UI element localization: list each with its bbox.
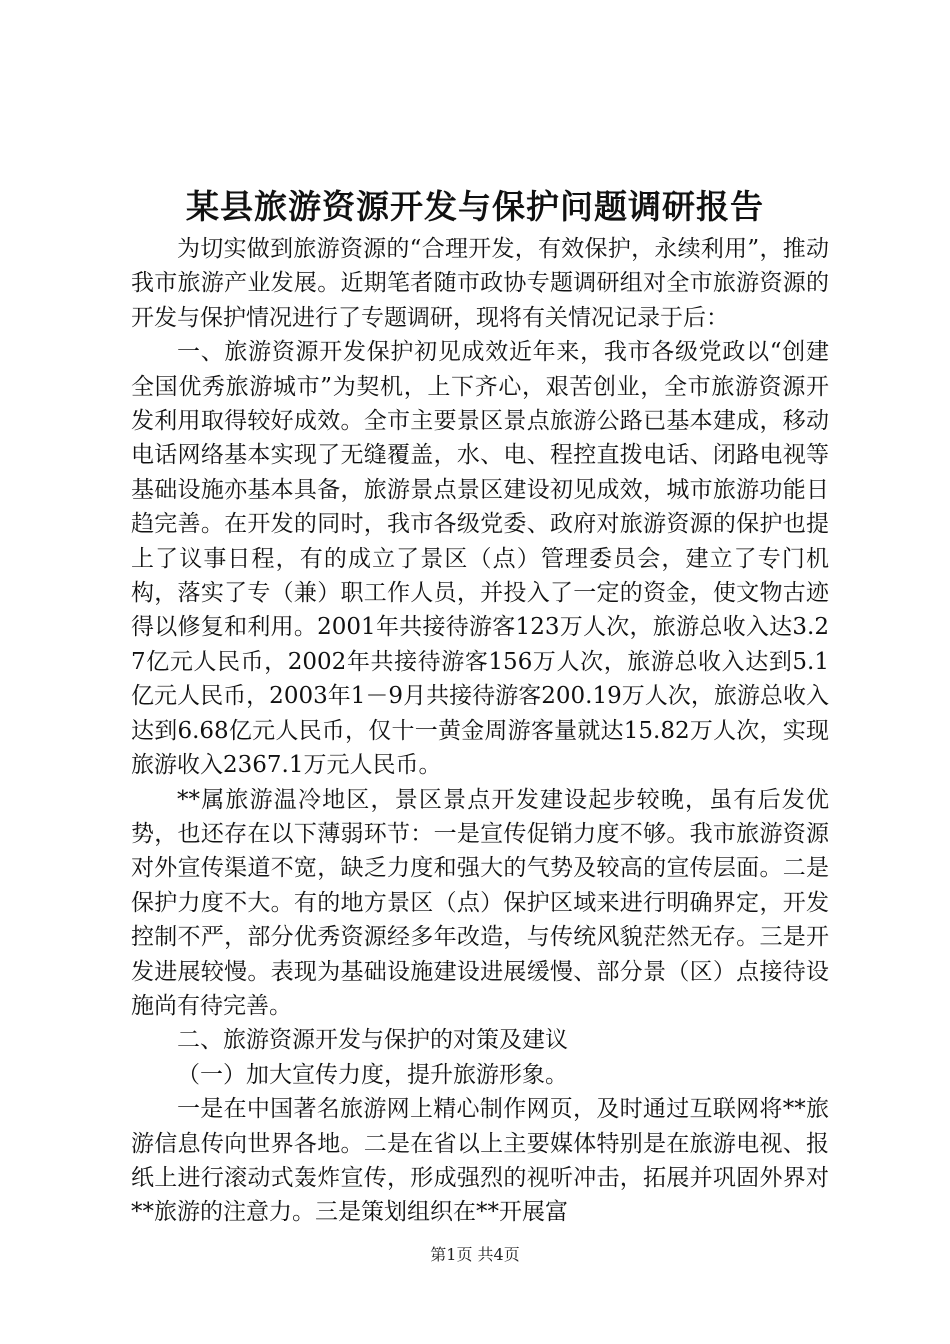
- section-heading-2: 二、旅游资源开发与保护的对策及建议: [177, 1027, 568, 1054]
- paragraph-weaknesses: **属旅游温冷地区，景区景点开发建设起步较晚，虽有后发优势，也还存在以下薄弱环节：一是宣传促销力度不够。我市旅游资源对外宣传渠道不宽，缺乏力度和强大的气势及较高的宣传层面。二是保护力度不大。有的地方景区（点）保护区域来进行明确界定，开发控制不严，部分优秀资源经多年改造，与传统风貌茫然无存。三是开发进展较慢。表现为基础设施建设进展缓慢、部分景（区）点接待设施尚有待完善。: [131, 786, 829, 1019]
- paragraph-section-1: 一、旅游资源开发保护初见成效近年来，我市各级党政以“创建全国优秀旅游城市”为契机，上下齐心，艰苦创业，全市旅游资源开发利用取得较好成效。全市主要景区景点旅游公路已基本建成，移动电话网络基本实现了无缝覆盖，水、电、程控直拨电话、闭路电视等基础设施亦基本具备，旅游景点景区建设初见成效，城市旅游功能日趋完善。在开发的同时，我市各级党委、政府对旅游资源的保护也提上了议事日程，有的成立了景区（点）管理委员会，建立了专门机构，落实了专（兼）职工作人员，并投入了一定的资金，使文物古迹得以修复和利用。2001年共接待游客123万人次，旅游总收入达3.27亿元人民币，2002年共接待游客156万人次，旅游总收入达到5.1亿元人民币，2003年1－9月共接待游客200.19万人次，旅游总收入达到6.68亿元人民币，仅十一黄金周游客量就达15.82万人次，实现旅游收入2367.1万元人民币。: [131, 339, 829, 779]
- subsection-heading-1: （一）加大宣传力度，提升旅游形象。: [177, 1061, 568, 1088]
- paragraph-intro: 为切实做到旅游资源的“合理开发，有效保护，永续利用”，推动我市旅游产业发展。近期笔者随市政协专题调研组对全市旅游资源的开发与保护情况进行了专题调研，现将有关情况记录于后：: [131, 236, 829, 331]
- paragraph-promotion: 一是在中国著名旅游网上精心制作网页，及时通过互联网将**旅游信息传向世界各地。二是在省以上主要媒体特别是在旅游电视、报纸上进行滚动式轰炸宣传，形成强烈的视听冲击，拓展并巩固外界对**旅游的注意力。三是策划组织在**开展富: [131, 1096, 829, 1226]
- document-body: [131, 232, 829, 1230]
- page-number: 第1页 共4页: [430, 1245, 520, 1264]
- document-title: 某县旅游资源开发与保护问题调研报告: [186, 187, 764, 226]
